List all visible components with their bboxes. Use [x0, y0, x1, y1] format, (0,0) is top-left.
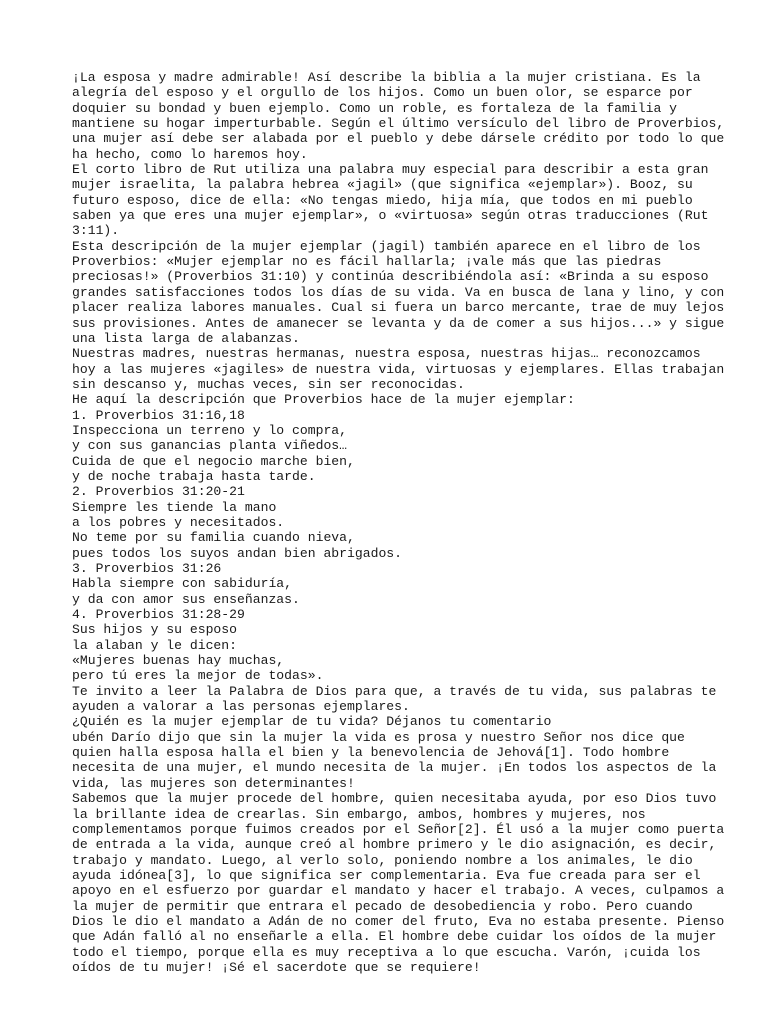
text-line: ayuden a valorar a las personas ejemplares.: [72, 699, 410, 715]
text-line: y de noche trabaja hasta tarde.: [72, 468, 316, 484]
text-line: doquier su bondad y buen ejemplo. Como un roble, es fortaleza de la familia y: [72, 100, 678, 116]
text-line: Proverbios: «Mujer ejemplar no es fácil hallarla; ¡vale más que las piedras: [72, 254, 662, 270]
text-line: 1. Proverbios 31:16,18: [72, 407, 245, 423]
text-line: mujer israelita, la palabra hebrea «jagil» (que significa «ejemplar»). Booz, su: [72, 177, 693, 193]
text-line: la alaban y le dicen:: [72, 637, 238, 653]
text-line: de entrada a la vida, aunque creó al hombre primero y le dio asignación, es decir,: [72, 837, 717, 853]
text-line: todo el tiempo, porque ella es muy receptiva a lo que escucha. Varón, ¡cuida los: [72, 944, 701, 960]
text-line: Esta descripción de la mujer ejemplar (jagil) también aparece en el libro de los: [72, 238, 701, 254]
text-line: vida, las mujeres son determinantes!: [72, 775, 355, 791]
text-line: Sus hijos y su esposo: [72, 622, 238, 638]
text-line: la brillante idea de crearlas. Sin embargo, ambos, hombres y mujeres, nos: [72, 806, 646, 822]
text-line: sin descanso y, muchas veces, sin ser reconocidas.: [72, 376, 465, 392]
text-line: alegría del esposo y el orgullo de los hijos. Como un buen olor, se esparce por: [72, 85, 693, 101]
text-line: saben ya que eres una mujer ejemplar», o «virtuosa» según otras traducciones (Rut: [72, 208, 709, 224]
text-line: 3. Proverbios 31:26: [72, 561, 222, 576]
text-line: sus provisiones. Antes de amanecer se levanta y da de comer a sus hijos...» y sigue: [72, 315, 725, 331]
text-line: a los pobres y necesitados.: [72, 514, 285, 530]
text-line: Inspecciona un terreno y lo compra,: [72, 422, 348, 438]
text-line: apoyo en el esfuerzo por guardar el mandato y hacer el trabajo. A veces, culpamos a: [72, 883, 725, 899]
text-line: 4. Proverbios 31:28-29: [72, 607, 245, 623]
text-line: Dios le dio el mandato a Adán de no comer del fruto, Eva no estaba presente. Pienso: [72, 913, 725, 929]
text-line: ayuda idónea[3], lo que significa ser complementaria. Eva fue creada para ser el: [72, 867, 701, 883]
text-line: He aquí la descripción que Proverbios hace de la mujer ejemplar:: [72, 392, 575, 408]
text-line: Cuida de que el negocio marche bien,: [72, 453, 355, 469]
text-line: mantiene su hogar imperturbable. Según el último versículo del libro de Proverbios,: [72, 116, 725, 132]
text-line: trabajo y mandato. Luego, al verlo solo, poniendo nombre a los animales, le dio: [72, 852, 693, 868]
text-line: El corto libro de Rut utiliza una palabra muy especial para describir a esta gran: [72, 162, 709, 178]
text-line: No teme por su familia cuando nieva,: [72, 530, 355, 546]
text-line: Siempre les tiende la mano: [72, 499, 277, 515]
text-line: preciosas!» (Proverbios 31:10) y continúa describiéndola así: «Brinda a su esposo: [72, 269, 709, 285]
text-line: una mujer así debe ser alabada por el pueblo y debe dársele crédito por todo lo que: [72, 131, 725, 147]
text-line: ubén Darío dijo que sin la mujer la vida es prosa y nuestro Señor nos dice que: [72, 729, 685, 745]
text-line: una lista larga de alabanzas.: [72, 330, 300, 346]
text-line: y con sus ganancias planta viñedos…: [72, 438, 348, 454]
text-line: Sabemos que la mujer procede del hombre, quien necesitaba ayuda, por eso Dios tuvo: [72, 791, 717, 807]
text-line: ¿Quién es la mujer ejemplar de tu vida? Déjanos tu comentario: [72, 714, 552, 730]
text-line: hoy a las mujeres «jagiles» de nuestra vida, virtuosas y ejemplares. Ellas trabajan: [72, 361, 725, 377]
text-line: y da con amor sus enseñanzas.: [72, 591, 300, 607]
text-line: complementamos porque fuimos creados por el Señor[2]. Él usó a la mujer como puerta: [72, 821, 725, 837]
text-line: pues todos los suyos andan bien abrigados.: [72, 545, 403, 561]
text-line: Habla siempre con sabiduría,: [72, 576, 293, 592]
document-body-text: [72, 70, 725, 975]
text-line: futuro esposo, dice de ella: «No tengas miedo, hija mía, que todos en mi pueblo: [72, 192, 693, 208]
text-line: la mujer de permitir que entrara el pecado de desobediencia y robo. Pero cuando: [72, 898, 693, 914]
text-line: quien halla esposa halla el bien y la benevolencia de Jehová[1]. Todo hombre: [72, 745, 670, 761]
text-line: placer realiza labores manuales. Cual si fuera un barco mercante, trae de muy lejos: [72, 300, 725, 316]
text-line: oídos de tu mujer! ¡Sé el sacerdote que se requiere!: [72, 959, 481, 975]
text-line: pero tú eres la mejor de todas».: [72, 668, 324, 684]
text-line: grandes satisfacciones todos los días de su vida. Va en busca de lana y lino, y con: [72, 284, 725, 300]
text-line: 2. Proverbios 31:20-21: [72, 484, 245, 500]
text-line: Nuestras madres, nuestras hermanas, nuestra esposa, nuestras hijas… reconozcamos: [72, 346, 701, 362]
text-line: ha hecho, como lo haremos hoy.: [72, 146, 308, 162]
text-line: necesita de una mujer, el mundo necesita de la mujer. ¡En todos los aspectos de la: [72, 760, 717, 776]
text-line: ¡La esposa y madre admirable! Así describe la biblia a la mujer cristiana. Es la: [72, 70, 701, 85]
text-line: que Adán falló al no enseñarle a ella. El hombre debe cuidar los oídos de la mujer: [72, 929, 717, 945]
text-line: 3:11).: [72, 223, 120, 239]
text-line: «Mujeres buenas hay muchas,: [72, 653, 285, 669]
text-line: Te invito a leer la Palabra de Dios para que, a través de tu vida, sus palabras te: [72, 683, 717, 699]
